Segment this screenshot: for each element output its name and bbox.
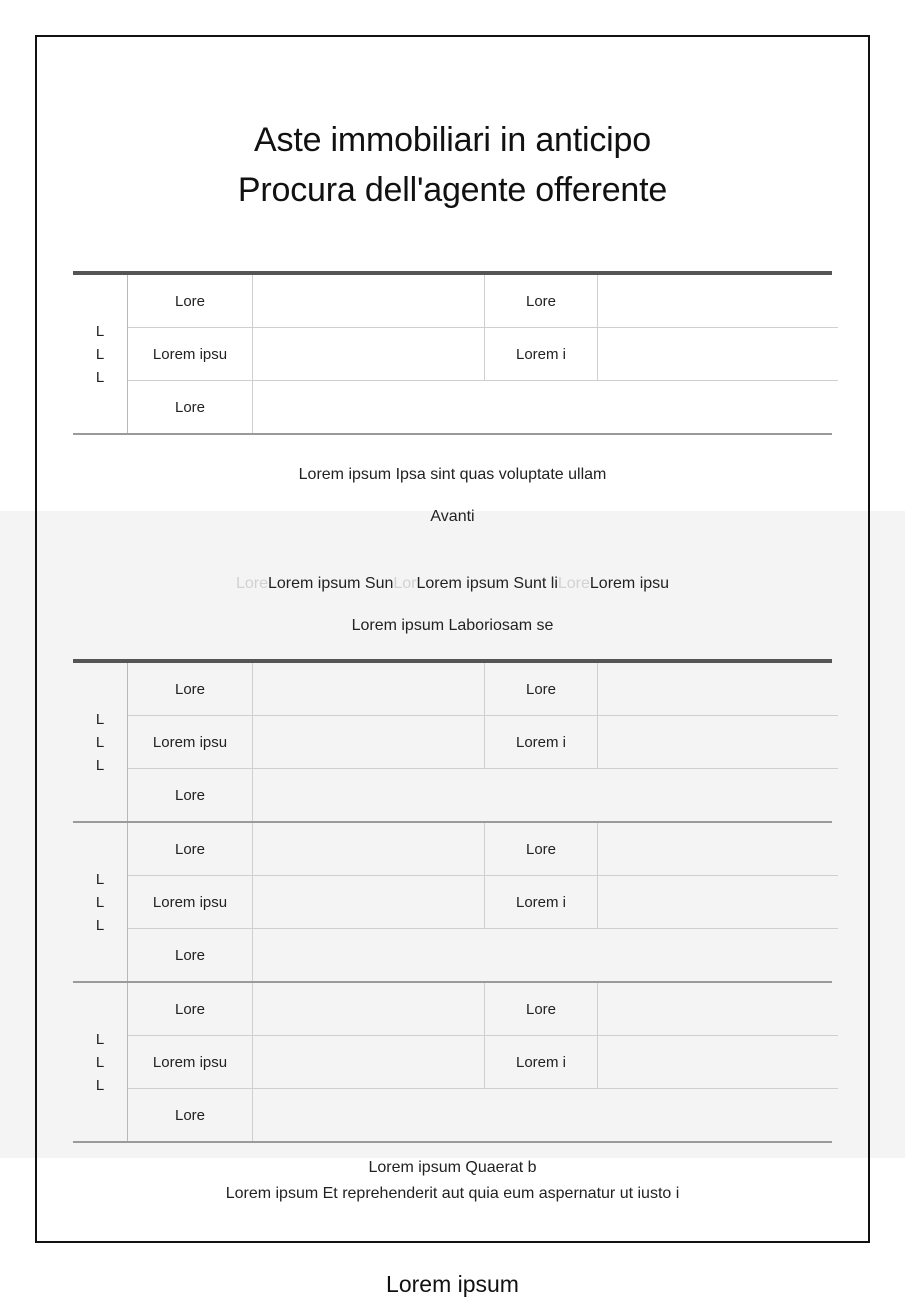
row-label-cell — [73, 275, 128, 433]
row-label-line-3: L — [95, 1076, 105, 1094]
table-cell-merged — [253, 1089, 839, 1142]
row-label-line-1: L — [95, 322, 105, 340]
white-section-note-1: Lorem ipsum Ipsa sint quas voluptate ullam — [298, 466, 607, 483]
table-cell: Lore — [128, 983, 253, 1036]
page-title-line-2: Procura dell'agente offerente — [237, 171, 668, 209]
table-row — [73, 663, 838, 716]
row-label-line-3: L — [95, 368, 105, 386]
table-row — [73, 1036, 838, 1089]
gray-section-table-wrap — [73, 659, 832, 1143]
table-cell: Lorem ipsu — [128, 876, 253, 929]
mixed-header-seg-6: Lorem ipsu — [589, 575, 670, 592]
table-cell — [253, 983, 485, 1036]
table-cell — [598, 275, 839, 328]
gray-section-sub-header: Lorem ipsum Laboriosam se — [351, 617, 554, 634]
table-row — [73, 876, 838, 929]
table-row — [73, 983, 838, 1036]
table-cell — [253, 275, 485, 328]
table-cell: Lore — [128, 769, 253, 822]
table-cell: Lorem i — [485, 876, 598, 929]
table-cell: Lorem i — [485, 328, 598, 381]
table-cell: Lorem i — [485, 1036, 598, 1089]
row-label-line-2: L — [95, 733, 105, 751]
table-cell — [598, 663, 839, 716]
row-label-line-2: L — [95, 1053, 105, 1071]
mixed-header-seg-4: Lorem ipsum Sunt li — [416, 575, 558, 592]
table-cell — [253, 876, 485, 929]
document-content — [37, 37, 868, 1301]
white-section-note-2: Avanti — [430, 508, 475, 525]
row-label-cell — [73, 663, 128, 821]
gray-footnote-2: Lorem ipsum Et reprehenderit aut quia eum aspernatur ut iusto i — [225, 1185, 680, 1202]
gray-section-table-block-3 — [73, 983, 838, 1141]
table-cell: Lorem ipsu — [128, 1036, 253, 1089]
gray-section-table-block-1 — [73, 663, 838, 821]
table-cell: Lore — [485, 983, 598, 1036]
table-cell — [598, 876, 839, 929]
table-bottom-rule — [73, 433, 832, 435]
table-cell: Lorem ipsu — [128, 716, 253, 769]
row-label-line-3: L — [95, 916, 105, 934]
gray-section-mixed-header — [37, 571, 868, 597]
table-row — [73, 769, 838, 822]
table-cell-merged — [253, 929, 839, 982]
table-cell — [598, 823, 839, 876]
page-footer: Lorem ipsum — [386, 1271, 519, 1297]
gray-section-table-block-2 — [73, 823, 838, 981]
mixed-header-seg-3: Lor — [393, 575, 417, 592]
table-cell — [598, 716, 839, 769]
row-label-line-1: L — [95, 870, 105, 888]
table-cell — [253, 1036, 485, 1089]
table-cell: Lore — [128, 929, 253, 982]
table-cell-merged — [253, 769, 839, 822]
table-cell — [253, 328, 485, 381]
table-cell: Lore — [128, 823, 253, 876]
table-cell — [598, 983, 839, 1036]
table-cell — [253, 716, 485, 769]
table-cell: Lore — [128, 381, 253, 434]
table-cell: Lore — [128, 663, 253, 716]
row-label-line-1: L — [95, 710, 105, 728]
row-label-line-1: L — [95, 1030, 105, 1048]
table-row — [73, 328, 838, 381]
table-cell: Lore — [485, 275, 598, 328]
table-row — [73, 716, 838, 769]
table-cell: Lore — [485, 663, 598, 716]
table-cell: Lorem ipsu — [128, 328, 253, 381]
page-title — [37, 37, 868, 215]
white-section-table — [73, 275, 838, 433]
table-cell: Lore — [485, 823, 598, 876]
row-label-cell — [73, 823, 128, 981]
white-section-table-wrap — [73, 271, 832, 435]
table-cell: Lorem i — [485, 716, 598, 769]
row-label-line-3: L — [95, 756, 105, 774]
table-row — [73, 275, 838, 328]
table-row — [73, 1089, 838, 1142]
row-label-line-2: L — [95, 893, 105, 911]
table-row — [73, 929, 838, 982]
gray-footnote-1: Lorem ipsum Quaerat b — [368, 1159, 537, 1176]
mixed-header-seg-2: Lorem ipsum Sun — [267, 575, 394, 592]
row-label-cell — [73, 983, 128, 1141]
mixed-header-seg-5: Lore — [557, 575, 590, 592]
table-row — [73, 381, 838, 434]
table-cell — [598, 1036, 839, 1089]
page-title-line-1: Aste immobiliari in anticipo — [254, 121, 651, 159]
table-cell — [253, 823, 485, 876]
row-label-line-2: L — [95, 345, 105, 363]
table-cell — [598, 328, 839, 381]
table-cell-merged — [253, 381, 839, 434]
gray-section-footnotes — [37, 1155, 868, 1207]
table-row — [73, 823, 838, 876]
table-cell: Lore — [128, 1089, 253, 1142]
mixed-header-seg-1: Lore — [235, 575, 268, 592]
table-cell — [253, 663, 485, 716]
table-bottom-rule — [73, 1141, 832, 1143]
table-cell: Lore — [128, 275, 253, 328]
